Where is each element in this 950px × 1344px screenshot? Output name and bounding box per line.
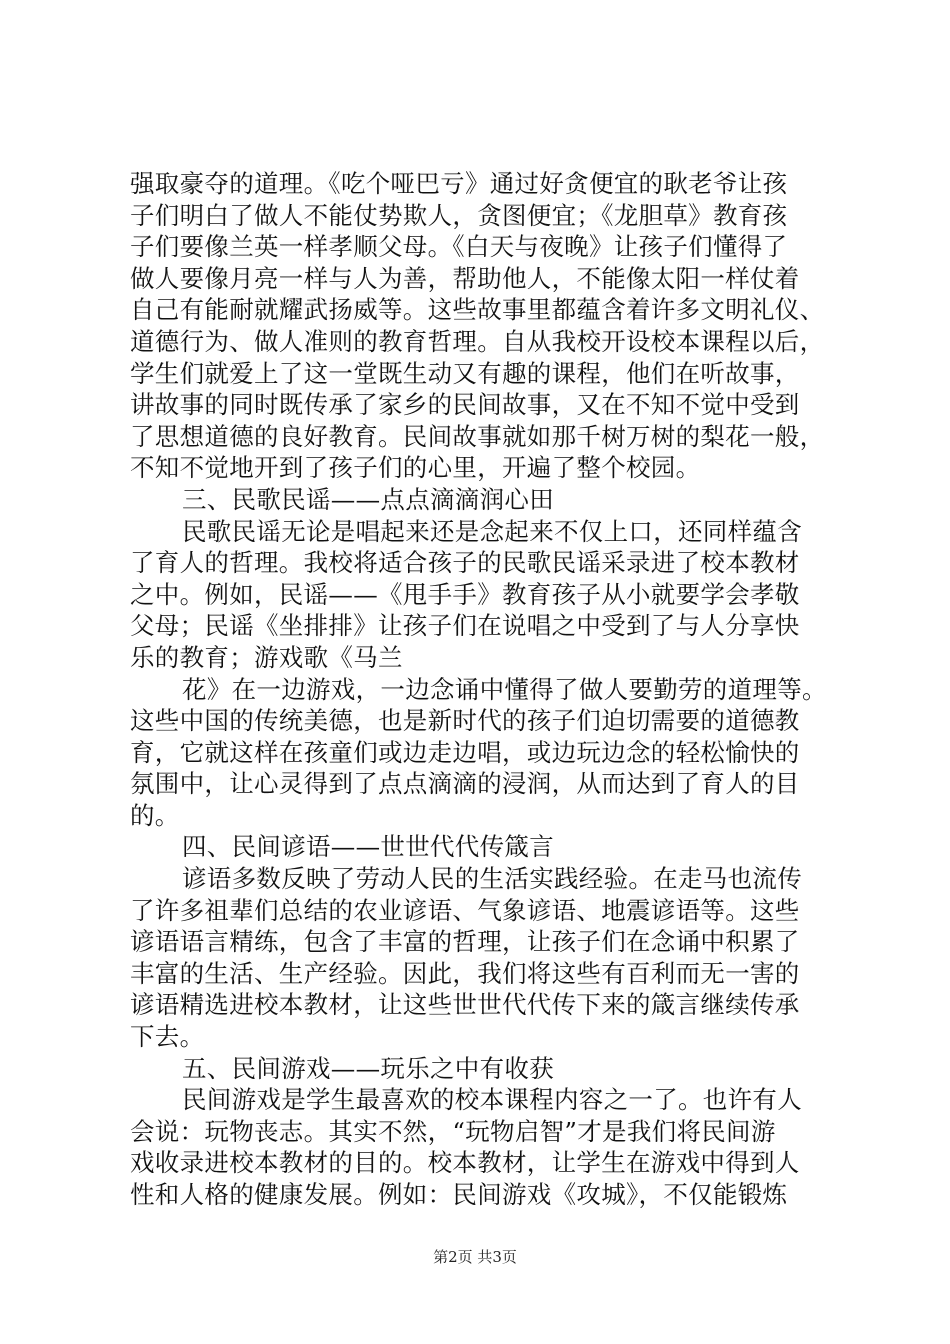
text-line: 四、民间谚语——世世代代传箴言: [182, 832, 554, 862]
text-line: 丰富的生活、生产经验。因此，我们将这些有百利而无一害的: [130, 958, 800, 988]
text-line: 子们要像兰英一样孝顺父母。《白天与夜晚》让孩子们懂得了: [130, 232, 788, 262]
body-text: [130, 168, 850, 1211]
text-line: 谚语多数反映了劳动人民的生活实践经验。在走马也流传: [182, 864, 802, 894]
text-line: 三、民歌民谣——点点滴滴润心田: [182, 484, 554, 514]
text-line: 讲故事的同时既传承了家乡的民间故事，又在不知不觉中受到: [130, 390, 800, 420]
text-line: 了思想道德的良好教育。民间故事就如那千树万树的梨花一般，: [130, 421, 825, 451]
text-line: 民歌民谣无论是唱起来还是念起来不仅上口，还同样蕴含: [182, 516, 802, 546]
text-line: 花》在一边游戏，一边念诵中懂得了做人要勤劳的道理等。: [182, 674, 827, 704]
text-line: 了育人的哲理。我校将适合孩子的民歌民谣采录进了校本教材: [130, 548, 800, 578]
text-line: 谚语精选进校本教材，让这些世世代代传下来的箴言继续传承: [130, 990, 800, 1020]
text-line: 会说：玩物丧志。其实不然，“玩物启智”才是我们将民间游: [130, 1116, 776, 1146]
text-line: 戏收录进校本教材的目的。校本教材，让学生在游戏中得到人: [130, 1148, 800, 1178]
text-line: 性和人格的健康发展。例如：民间游戏《攻城》，不仅能锻炼: [130, 1180, 788, 1209]
text-line: 父母；民谣《坐排排》让孩子们在说唱之中受到了与人分享快: [130, 611, 800, 641]
page-footer: 第2页 共3页: [433, 1248, 517, 1266]
text-line: 五、民间游戏——玩乐之中有收获: [182, 1053, 554, 1083]
text-line: 之中。例如，民谣——《甩手手》教育孩子从小就要学会孝敬: [130, 579, 800, 609]
text-line: 子们明白了做人不能仗势欺人，贪图便宜；《龙胆草》教育孩: [130, 200, 788, 230]
text-line: 民间游戏是学生最喜欢的校本课程内容之一了。也许有人: [182, 1085, 802, 1115]
text-line: 自己有能耐就耀武扬威等。这些故事里都蕴含着许多文明礼仪、: [130, 295, 825, 325]
text-line: 育，它就这样在孩童们或边走边唱，或边玩边念的轻松愉快的: [130, 737, 800, 767]
text-line: 不知不觉地开到了孩子们的心里，开遍了整个校园。: [130, 453, 701, 483]
text-line: 的。: [130, 800, 180, 830]
text-line: 氛围中，让心灵得到了点点滴滴的浸润，从而达到了育人的目: [130, 769, 800, 799]
text-line: 学生们就爱上了这一堂既生动又有趣的课程，他们在听故事，: [130, 358, 800, 388]
text-line: 了许多祖辈们总结的农业谚语、气象谚语、地震谚语等。这些: [130, 895, 800, 925]
text-line: 这些中国的传统美德，也是新时代的孩子们迫切需要的道德教: [130, 706, 800, 736]
text-line: 乐的教育；游戏歌《马兰: [130, 642, 403, 672]
text-line: 做人要像月亮一样与人为善，帮助他人，不能像太阳一样仗着: [130, 263, 800, 293]
text-line: 下去。: [130, 1022, 205, 1052]
text-line: 道德行为、做人准则的教育哲理。自从我校开设校本课程以后，: [130, 326, 825, 356]
text-line: 强取豪夺的道理。《吃个哑巴亏》通过好贪便宜的耿老爷让孩: [130, 169, 788, 198]
text-line: 谚语语言精练，包含了丰富的哲理，让孩子们在念诵中积累了: [130, 927, 800, 957]
